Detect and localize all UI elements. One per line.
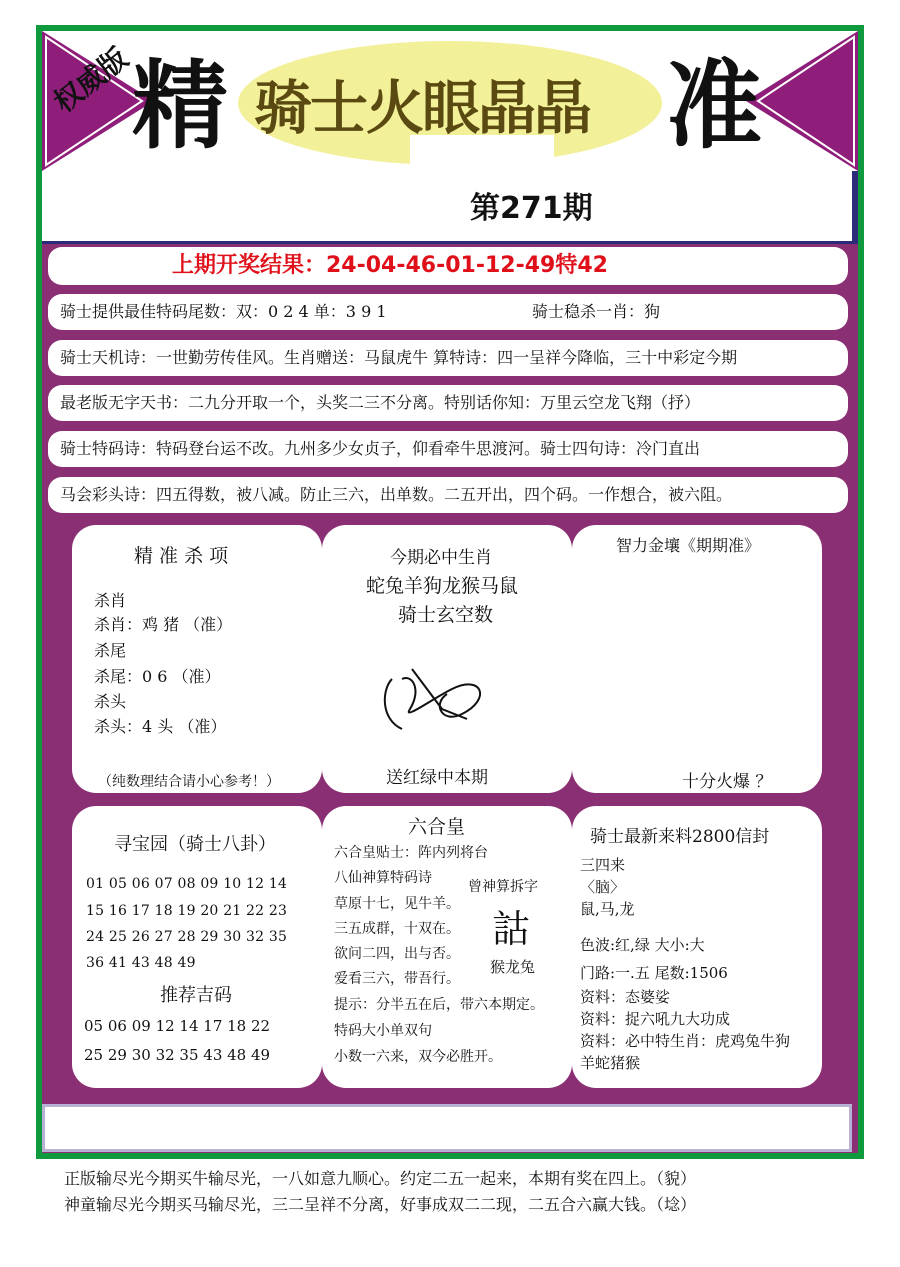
number-row-4: 36 41 43 48 49 — [86, 955, 196, 971]
kill-line-3: 杀尾 — [94, 641, 127, 660]
info-row-5-text: 马会彩头诗：四五得数，被八减。防止三六，出单数。二五开出，四个码。一作想合，被六阻。 — [60, 485, 733, 504]
wisdom-title: 智力金壤《期期准》 — [616, 536, 761, 555]
info-row-1-right: 骑士稳杀一肖：狗 — [532, 302, 661, 321]
kill-line-1: 杀肖 — [94, 591, 127, 610]
bottom-blank-bar — [42, 1104, 852, 1152]
info-row-2 — [48, 340, 848, 376]
treasure-title: 寻宝园（骑士八卦） — [114, 834, 276, 855]
must-win-box — [322, 525, 572, 793]
envelope-line-9: 资料：必中特生肖：虎鸡兔牛狗 — [580, 1032, 791, 1050]
info-row-4-text: 骑士特码诗：特码登台运不改。九州多少女贞子，仰看牵牛思渡河。骑士四句诗：冷门直出 — [60, 439, 701, 458]
footer-line-2: 神童输尽光今期买马输尽光，三二呈祥不分离，好事成双二二现，二五合六赢大钱。（埝） — [64, 1195, 697, 1214]
left-big-char: 精 — [132, 50, 228, 162]
liuhe-side-label: 曾神算拆字 — [468, 879, 538, 895]
info-row-3-text: 最老版无字天书：二九分开取一个，头奖二三不分离。特别话你知：万里云空龙飞翔（抒） — [60, 393, 701, 412]
signature-scribble — [372, 659, 522, 739]
envelope-line-6: 门路:一.五 尾数:1506 — [580, 964, 728, 982]
envelope-box — [572, 806, 822, 1088]
envelope-title: 骑士最新来料2800信封 — [590, 827, 770, 847]
liuhe-line-7: 提示：分半五在后，带六本期定。 — [334, 997, 544, 1013]
treasure-box — [72, 806, 322, 1088]
kill-items-box — [72, 525, 322, 793]
liuhe-line-4: 三五成群，十双在。 — [334, 921, 460, 937]
info-row-1 — [48, 294, 848, 330]
must-win-zodiacs: 蛇兔羊狗龙猴马鼠 — [366, 575, 519, 597]
kill-line-4: 杀尾：0 6 （准） — [94, 667, 221, 686]
badge-text: 权威版 — [47, 41, 135, 120]
number-row-2: 15 16 17 18 19 20 21 22 23 — [86, 903, 288, 919]
kill-line-6: 杀头：4 头 （准） — [94, 717, 227, 736]
info-row-1-left: 骑士提供最佳特码尾数：双：0 2 4 单：3 9 1 — [60, 302, 387, 321]
liuhe-line-5: 欲问二四，出与否。 — [334, 946, 460, 962]
must-win-bottom: 送红绿中本期 — [386, 768, 488, 788]
envelope-line-3: 鼠,马,龙 — [580, 900, 635, 918]
envelope-line-10: 羊蛇猪猴 — [580, 1054, 641, 1072]
recommend-title: 推荐吉码 — [160, 985, 232, 1006]
envelope-line-8: 资料：捉六吼九大功成 — [580, 1010, 731, 1028]
issue-bar — [42, 171, 858, 244]
liuhe-line-9: 小数一六来，双今必胜开。 — [334, 1049, 502, 1065]
kill-line-2: 杀肖：鸡 猪 （准） — [94, 615, 233, 634]
info-row-3 — [48, 385, 848, 421]
liuhe-side-char: 詁 — [492, 907, 531, 951]
liuhe-line-1: 六合皇贴士：阵内列将台 — [334, 845, 488, 861]
right-big-char: 准 — [666, 50, 762, 162]
must-win-line-1: 今期必中生肖 — [390, 548, 492, 568]
info-row-2-text: 骑士天机诗：一世勤劳传佳风。生肖赠送：马鼠虎牛 算特诗：四一呈祥今降临，三十中彩定今期 — [60, 348, 738, 367]
header-banner — [42, 31, 858, 171]
recommend-row-2: 25 29 30 32 35 43 48 49 — [84, 1046, 271, 1064]
recommend-row-1: 05 06 09 12 14 17 18 22 — [84, 1017, 271, 1035]
liuhe-line-8: 特码大小单双句 — [334, 1023, 432, 1039]
liuhe-line-3: 草原十七，见牛羊。 — [334, 896, 460, 912]
issue-number: 第271期 — [470, 191, 593, 226]
liuhe-side-zodiac: 猴龙兔 — [490, 958, 536, 976]
liuhe-box — [322, 806, 572, 1088]
info-row-5 — [48, 477, 848, 513]
brand-title: 骑士火眼晶晶 — [254, 74, 591, 142]
kill-line-5: 杀头 — [94, 692, 127, 711]
number-row-3: 24 25 26 27 28 29 30 32 35 — [86, 929, 288, 945]
liuhe-title: 六合皇 — [408, 816, 466, 838]
must-win-line-3: 骑士玄空数 — [398, 604, 494, 626]
draw-result: 上期开奖结果：24-04-46-01-12-49特42 — [172, 253, 608, 278]
kill-note: （纯数理结合请小心参考！） — [98, 774, 280, 790]
envelope-line-1: 三四来 — [580, 856, 626, 874]
wisdom-bottom: 十分火爆 ？ — [682, 772, 773, 792]
kill-items-title: 精 准 杀 项 — [134, 545, 229, 567]
envelope-line-7: 资料：态婆娑 — [580, 988, 671, 1006]
wisdom-box — [572, 525, 822, 793]
right-triangle — [746, 31, 858, 171]
info-row-4 — [48, 431, 848, 467]
number-row-1: 01 05 06 07 08 09 10 12 14 — [86, 876, 288, 892]
result-row — [48, 247, 848, 285]
envelope-line-5: 色波:红,绿 大小:大 — [580, 936, 705, 954]
liuhe-line-6: 爱看三六，带吾行。 — [334, 971, 460, 987]
liuhe-line-2: 八仙神算特码诗 — [334, 870, 432, 886]
footer-line-1: 正版输尽光今期买牛输尽光，一八如意九顺心。约定二五一起来，本期有奖在四上。（貌） — [64, 1169, 697, 1188]
envelope-line-2: 〈脑〉 — [580, 878, 626, 896]
